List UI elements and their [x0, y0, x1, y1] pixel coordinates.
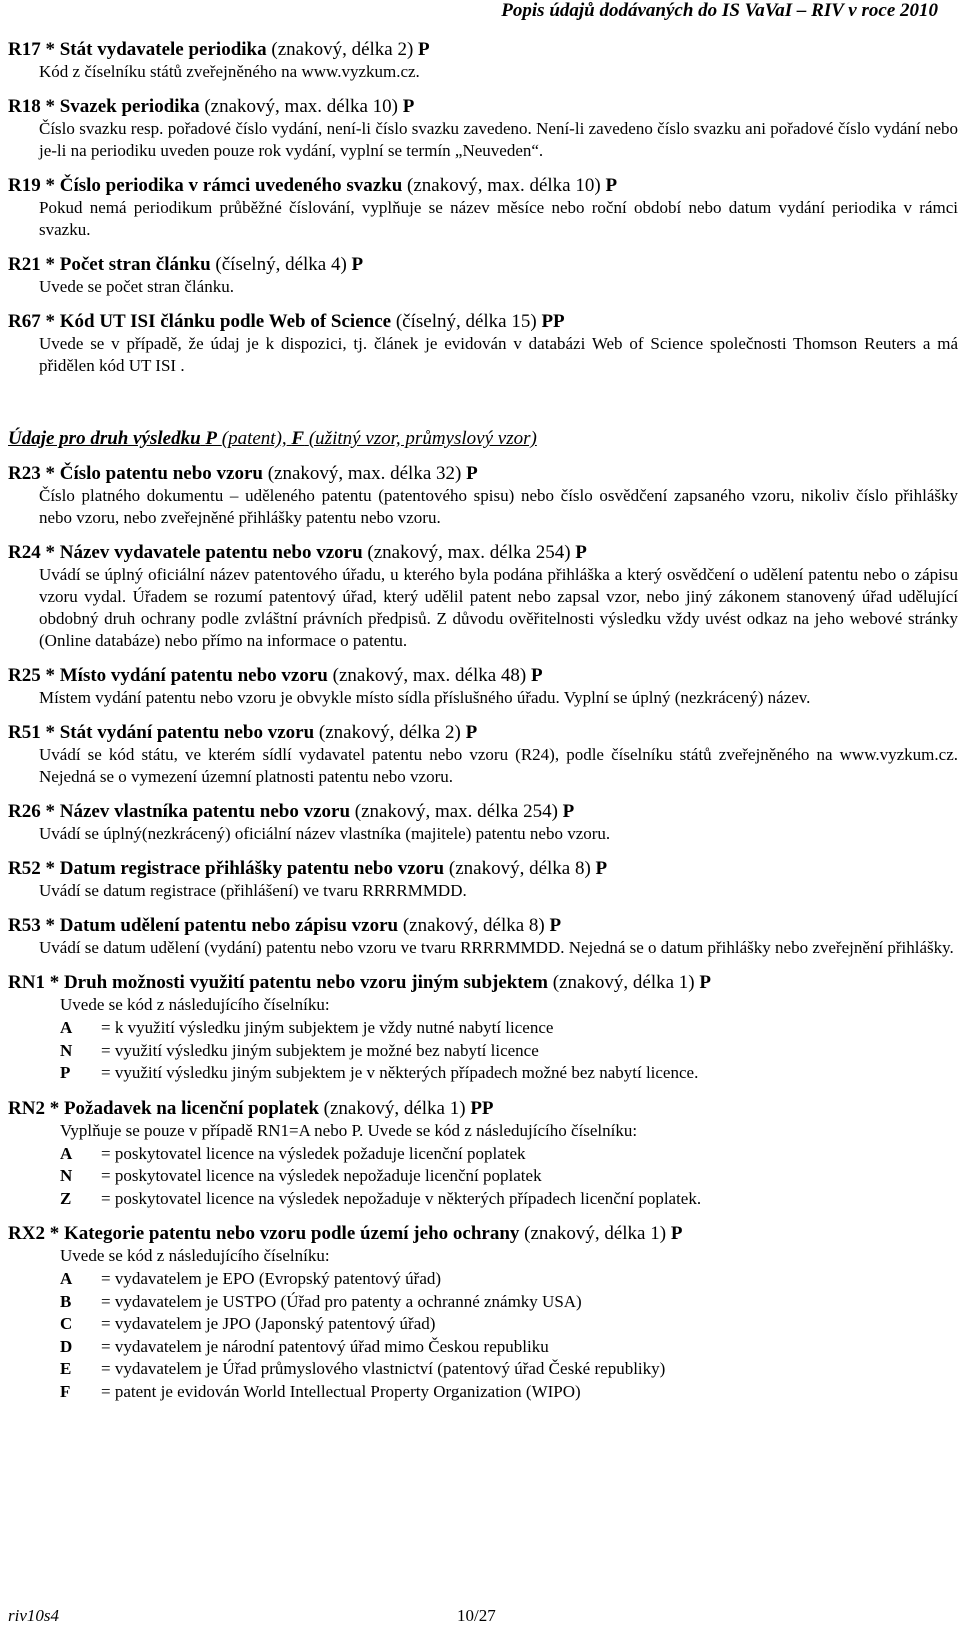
- field-code: R51 *: [8, 722, 55, 743]
- section-p-desc: (patent),: [221, 428, 287, 449]
- field-type: PP: [541, 311, 565, 332]
- field-name: Číslo patentu nebo vzoru: [59, 463, 263, 484]
- code-letter: D: [60, 1336, 73, 1356]
- document-content: [8, 38, 958, 1415]
- field-description: Kód z číselníku států zveřejněného na www.vyzkum.cz.: [39, 62, 420, 81]
- section-heading: [8, 427, 958, 450]
- field-heading: [8, 971, 958, 994]
- code-description: = využití výsledku jiným subjektem je možné bez nabytí licence: [101, 1040, 539, 1060]
- code-description: = poskytovatel licence na výsledek požaduje licenční poplatek: [101, 1143, 526, 1163]
- codebook-intro: Uvede se kód z následujícího číselníku:: [60, 995, 330, 1014]
- field-code: R19 *: [8, 175, 55, 196]
- field-name: Název vlastníka patentu nebo vzoru: [59, 801, 351, 822]
- field-heading: [8, 721, 958, 744]
- codebook-intro: Vyplňuje se pouze v případě RN1=A nebo P. Uvede se kód z následujícího číselníku:: [60, 1120, 638, 1140]
- field-spec: (znakový, délka 2): [271, 39, 414, 60]
- field-heading: [8, 541, 958, 564]
- field-heading: [8, 95, 958, 118]
- field-type: P: [402, 96, 415, 117]
- field-type: PP: [470, 1097, 494, 1119]
- field-name: Název vydavatele patentu nebo vzoru: [59, 542, 363, 563]
- code-description: = k využití výsledku jiným subjektem je vždy nutné nabytí licence: [101, 1018, 554, 1037]
- field-name: Místo vydání patentu nebo vzoru: [59, 665, 328, 686]
- field-description: Číslo platného dokumentu – uděleného patentu (patentového spisu) nebo číslo osvědčení zapsaného vzoru, nikoliv číslo přihlášky nebo vzoru, nebo zveřejněné přihlášky patentu nebo vzoru.: [39, 486, 958, 527]
- field-entry-r26: [8, 800, 958, 845]
- field-spec: (znakový, max. délka 48): [332, 665, 527, 686]
- field-spec: (znakový, délka 1): [524, 1223, 667, 1244]
- field-description: Uvede se počet stran článku.: [39, 277, 234, 296]
- codebook-item: [60, 1381, 958, 1404]
- field-entry-r21: [8, 253, 958, 298]
- code-letter: F: [60, 1381, 71, 1401]
- field-description: Číslo svazku resp. pořadové číslo vydání, není-li číslo svazku zavedeno. Není-li zavedeno číslo svazku ani pořadové číslo vydání nebo je-li na periodiku uveden pouze rok vydání, vyplní se termín „Neuveden“.: [39, 119, 958, 160]
- field-type: P: [575, 542, 587, 563]
- footer-doc-id: riv10s4: [8, 1606, 59, 1625]
- field-spec: (znakový, max. délka 254): [354, 801, 558, 822]
- code-description: = poskytovatel licence na výsledek nepožaduje licenční poplatek: [101, 1166, 542, 1185]
- field-spec: (znakový, délka 8): [448, 858, 591, 879]
- codebook-intro: Uvede se kód z následujícího číselníku:: [60, 1246, 330, 1265]
- code-letter: A: [60, 1018, 73, 1037]
- code-letter: A: [60, 1269, 73, 1288]
- field-description: Uvádí se datum udělení (vydání) patentu nebo vzoru ve tvaru RRRRMMDD. Nejedná se o datum přihlášky nebo zveřejnění přihlášky.: [39, 938, 954, 957]
- field-code: RN2 *: [8, 1097, 60, 1119]
- field-heading: [8, 462, 958, 485]
- field-description: [8, 994, 958, 1085]
- codebook-item: [60, 1188, 958, 1211]
- field-heading: [8, 914, 958, 937]
- field-spec: (znakový, max. délka 254): [367, 542, 571, 563]
- code-letter: A: [60, 1143, 73, 1163]
- field-code: R67 *: [8, 311, 55, 332]
- field-entry-r53: [8, 914, 958, 959]
- field-name: Číslo periodika v rámci uvedeného svazku: [59, 175, 403, 196]
- field-code: R25 *: [8, 665, 55, 686]
- field-description: [8, 1120, 958, 1211]
- field-type: P: [549, 915, 562, 936]
- field-entry-rx2: [8, 1222, 958, 1403]
- code-letter: E: [60, 1359, 72, 1378]
- field-type: P: [605, 175, 618, 196]
- field-entry-r24: [8, 541, 958, 652]
- code-description: = patent je evidován World Intellectual Property Organization (WIPO): [101, 1381, 581, 1401]
- field-spec: (znakový, délka 1): [552, 972, 695, 993]
- field-name: Stát vydání patentu nebo vzoru: [59, 722, 315, 743]
- field-description: Uvádí se kód státu, ve kterém sídlí vydavatel patentu nebo vzoru (R24), podle číselníku států zveřejněného na www.vyzkum.cz. Nejedná se o vymezení územní platnosti patentu nebo vzoru.: [39, 745, 958, 786]
- field-spec: (znakový, max. délka 32): [267, 463, 462, 484]
- field-name: Počet stran článku: [59, 254, 211, 275]
- code-description: = vydavatelem je národní patentový úřad mimo Českou republiku: [101, 1336, 549, 1356]
- field-code: R53 *: [8, 915, 55, 936]
- codebook-item: [60, 1017, 958, 1040]
- field-description: Místem vydání patentu nebo vzoru je obvykle místo sídla příslušného úřadu. Vyplní se úplný (nezkrácený) název.: [39, 688, 811, 707]
- code-letter: N: [60, 1166, 73, 1185]
- field-heading: [8, 174, 958, 197]
- field-type: P: [351, 254, 364, 275]
- field-name: Kód UT ISI článku podle Web of Science: [59, 311, 392, 332]
- code-description: = vydavatelem je JPO (Japonský patentový úřad): [101, 1314, 436, 1333]
- field-entry-rn2: [8, 1097, 958, 1211]
- field-description: Uvádí se úplný oficiální název patentového úřadu, u kterého byla podána přihláška a který osvědčení o udělení patentu nebo o zápisu vzoru vydal. Úřadem se rozumí patentový úřad, který udělil patent nebo zapsal vzor, nebo jiný zákonem stanovený úřad udělující obdobný druh ochrany podle zvláštní právních předpisů. Z důvodu ověřitelnosti výsledku vždy uvést odkaz na jeho webové stránky (Online databáze) nebo přímo na informace o patentu.: [39, 565, 958, 650]
- field-code: R21 *: [8, 254, 55, 275]
- code-description: = vydavatelem je EPO (Evropský patentový úřad): [101, 1269, 442, 1288]
- field-description: Uvádí se úplný(nezkrácený) oficiální název vlastníka (majitele) patentu nebo vzoru.: [39, 824, 611, 843]
- codebook-item: [60, 1040, 958, 1063]
- codebook-item: [60, 1165, 958, 1188]
- code-letter: C: [60, 1314, 73, 1333]
- codebook-item: [60, 1268, 958, 1291]
- codebook-item: [60, 1143, 958, 1166]
- field-name: Datum registrace přihlášky patentu nebo vzoru: [59, 858, 445, 879]
- field-type: P: [418, 39, 430, 60]
- field-name: Kategorie patentu nebo vzoru podle území jeho ochrany: [63, 1223, 520, 1244]
- field-spec: (znakový, max. délka 10): [204, 96, 398, 117]
- field-name: Stát vydavatele periodika: [59, 39, 267, 60]
- code-description: = využití výsledku jiným subjektem je v některých případech možné bez nabytí licence.: [101, 1063, 699, 1082]
- field-code: R26 *: [8, 801, 55, 822]
- field-entry-r67: [8, 310, 958, 377]
- field-description: Pokud nemá periodikum průběžné číslování, vyplňuje se název měsíce nebo roční období nebo datum vydání periodika v rámci svazku.: [39, 198, 958, 239]
- field-type: P: [465, 722, 478, 743]
- page-number: 10/27: [457, 1606, 496, 1625]
- codebook-list: [60, 1143, 958, 1211]
- field-entry-r23: [8, 462, 958, 529]
- codebook-item: [60, 1358, 958, 1381]
- field-type: P: [466, 463, 478, 484]
- field-heading: [8, 253, 958, 276]
- section-f-letter: F: [291, 428, 305, 449]
- field-spec: (znakový, délka 8): [402, 915, 545, 936]
- field-heading: [8, 38, 958, 61]
- field-type: P: [670, 1223, 683, 1244]
- code-description: = poskytovatel licence na výsledek nepožaduje v některých případech licenční poplatek.: [101, 1188, 702, 1208]
- field-entry-rn1: [8, 971, 958, 1085]
- field-entry-r25: [8, 664, 958, 709]
- field-description: [8, 1245, 958, 1403]
- field-entry-r52: [8, 857, 958, 902]
- codebook-item: [60, 1291, 958, 1314]
- field-heading: [8, 310, 958, 333]
- field-code: RX2 *: [8, 1223, 60, 1244]
- field-name: Datum udělení patentu nebo zápisu vzoru: [59, 915, 399, 936]
- codebook-list: [60, 1268, 958, 1403]
- field-code: R17 *: [8, 39, 55, 60]
- code-description: = vydavatelem je Úřad průmyslového vlastnictví (patentový úřad České republiky): [101, 1359, 666, 1378]
- field-entry-r17: [8, 38, 958, 83]
- field-type: P: [562, 801, 575, 822]
- field-heading: [8, 857, 958, 880]
- running-header: Popis údajů dodávaných do IS VaVaI – RIV v roce 2010: [501, 0, 938, 21]
- section-f-desc: (užitný vzor, průmyslový vzor): [308, 428, 537, 449]
- code-letter: N: [60, 1040, 73, 1060]
- field-code: R23 *: [8, 463, 55, 484]
- codebook-list: [60, 1017, 958, 1085]
- field-spec: (znakový, délka 2): [318, 722, 461, 743]
- field-name: Druh možnosti využití patentu nebo vzoru jiným subjektem: [63, 972, 548, 993]
- codebook-item: [60, 1336, 958, 1359]
- codebook-item: [60, 1062, 958, 1085]
- field-heading: [8, 1222, 958, 1245]
- field-heading: [8, 1097, 958, 1120]
- field-description: Uvádí se datum registrace (přihlášení) ve tvaru RRRRMMDD.: [39, 881, 467, 900]
- field-type: P: [531, 665, 543, 686]
- field-code: RN1 *: [8, 972, 60, 993]
- field-heading: [8, 664, 958, 687]
- field-code: R52 *: [8, 858, 55, 879]
- field-code: R24 *: [8, 542, 55, 563]
- field-code: R18 *: [8, 96, 55, 117]
- field-name: Svazek periodika: [59, 96, 200, 117]
- field-type: P: [699, 972, 711, 993]
- code-letter: Z: [60, 1188, 72, 1208]
- field-spec: (znakový, délka 1): [323, 1097, 466, 1119]
- field-entry-r19: [8, 174, 958, 241]
- field-heading: [8, 800, 958, 823]
- field-spec: (číselný, délka 4): [215, 254, 347, 275]
- field-entry-r51: [8, 721, 958, 788]
- field-description: Uvede se v případě, že údaj je k dispozici, tj. článek je evidován v databázi Web of Science společnosti Thomson Reuters a má přidělen kód UT ISI .: [39, 334, 958, 375]
- field-type: P: [595, 858, 608, 879]
- field-spec: (číselný, délka 15): [395, 311, 537, 332]
- field-name: Požadavek na licenční poplatek: [63, 1097, 319, 1119]
- field-spec: (znakový, max. délka 10): [407, 175, 601, 196]
- field-entry-r18: [8, 95, 958, 162]
- code-letter: B: [60, 1291, 72, 1311]
- section-prefix: Údaje pro druh výsledku: [8, 428, 201, 449]
- section-p-letter: P: [205, 428, 218, 449]
- code-description: = vydavatelem je USTPO (Úřad pro patenty a ochranné známky USA): [101, 1291, 582, 1311]
- codebook-item: [60, 1313, 958, 1336]
- code-letter: P: [60, 1063, 71, 1082]
